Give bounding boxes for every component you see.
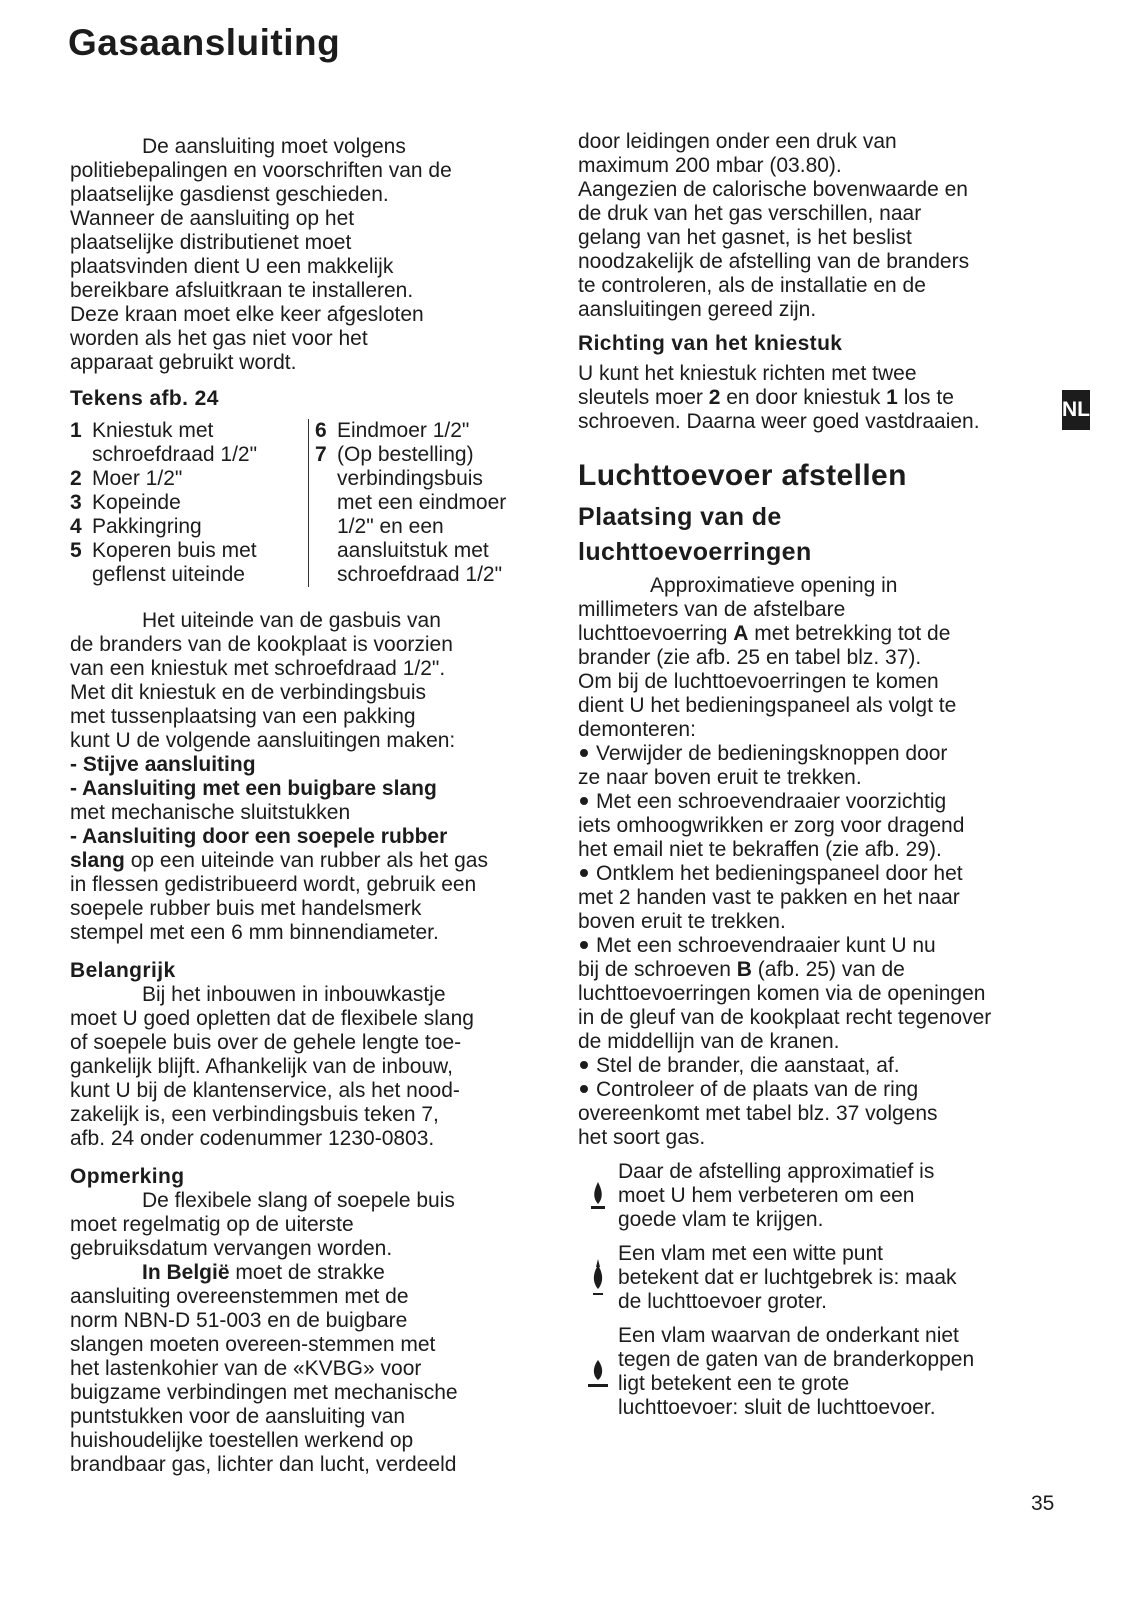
parts-list xyxy=(70,419,540,587)
intro-line: De aansluiting moet volgens xyxy=(142,135,406,158)
flame-correct-icon xyxy=(578,1160,618,1232)
body-line: sleutels moer 2 en door kniestuk 1 los te xyxy=(578,386,954,409)
body-line: De flexibele slang of soepele buis xyxy=(142,1189,455,1212)
page-title: Gasaansluiting xyxy=(68,22,341,63)
body-line: Het uiteinde van de gasbuis van xyxy=(142,609,441,632)
body-line: de druk van het gas verschillen, naar xyxy=(578,202,922,225)
body-line: door leidingen onder een druk van xyxy=(578,130,897,153)
tip-lifted-flame: Een vlam waarvan de onderkant niet tegen de gaten van de branderkoppen ligt betekent een te grote luchttoevoer: sluit de luchttoevoer. xyxy=(578,1324,1048,1420)
body-line: aansluiting overeenstemmen met de xyxy=(70,1285,409,1308)
body-line: of soepele buis over de gehele lengte toe- xyxy=(70,1031,462,1054)
left-column xyxy=(70,135,540,1477)
body-line: gankelijk blijft. Afhankelijk van de inbouw, xyxy=(70,1055,453,1078)
body-line: het soort gas. xyxy=(578,1126,706,1149)
body-line: brander (zie afb. 25 en tabel blz. 37). xyxy=(578,646,922,669)
subsection-title: Plaatsing van de xyxy=(578,503,782,531)
part-item: 7 (Op bestelling) verbindingsbuis met een eindmoer 1/2" en een aansluitstuk met schroefdraad 1/2" xyxy=(315,443,507,586)
body-line: aansluitingen gereed zijn. xyxy=(578,298,817,321)
intro-line: plaatselijke gasdienst geschieden. xyxy=(70,183,389,206)
body-line: moet regelmatig op de uiterste xyxy=(70,1213,354,1236)
tip-white-tip-flame: Een vlam met een witte punt betekent dat er luchtgebrek is: maak de luchttoevoer groter. xyxy=(578,1242,1048,1314)
right-column xyxy=(578,130,1048,1420)
body-line: bij de schroeven B (afb. 25) van de xyxy=(578,958,905,981)
body-line: te controleren, als de installatie en de xyxy=(578,274,926,297)
parts-list-col-b xyxy=(309,419,506,587)
body-line: Approximatieve opening in xyxy=(650,574,898,597)
bullet-icon xyxy=(580,869,588,877)
body-line: dient U het bedieningspaneel als volgt te xyxy=(578,694,957,717)
body-line: iets omhoogwrikken er zorg voor dragend xyxy=(578,814,965,837)
bullet-icon xyxy=(580,1061,588,1069)
body-line: met 2 handen vast te pakken en het naar xyxy=(578,886,960,909)
body-line: Met dit kniestuk en de verbindingsbuis xyxy=(70,681,427,704)
opmerking-heading: Opmerking xyxy=(70,1165,185,1188)
intro-line: plaatselijke distributienet moet xyxy=(70,231,352,254)
body-line: van een kniestuk met schroefdraad 1/2". xyxy=(70,657,446,680)
section-title: Luchttoevoer afstellen xyxy=(578,459,907,492)
part-item: 2 Moer 1/2" xyxy=(70,467,183,490)
intro-line: apparaat gebruikt wordt. xyxy=(70,351,297,374)
flame-lifted-icon xyxy=(578,1324,618,1420)
part-item: 3 Kopeinde xyxy=(70,491,181,514)
body-line: Bij het inbouwen in inbouwkastje xyxy=(142,983,446,1006)
part-item: 6 Eindmoer 1/2" xyxy=(315,419,470,442)
option-flexible-hose-text: met mechanische sluitstukken xyxy=(70,801,351,824)
body-line: zakelijk is, een verbindingsbuis teken 7, xyxy=(70,1103,439,1126)
body-line: kunt U de volgende aansluitingen maken: xyxy=(70,729,456,752)
body-line: kunt U bij de klantenservice, als het nood- xyxy=(70,1079,460,1102)
body-line: in flessen gedistribueerd wordt, gebruik een xyxy=(70,873,477,896)
body-line: soepele rubber buis met handelsmerk xyxy=(70,897,422,920)
part-item: 5 Koperen buis met geflenst uiteinde xyxy=(70,539,257,586)
body-line: afb. 24 onder codenummer 1230-0803. xyxy=(70,1127,435,1150)
parts-list-col-a xyxy=(70,419,309,587)
body-line: millimeters van de afstelbare xyxy=(578,598,846,621)
flame-white-tip-icon xyxy=(578,1242,618,1314)
option-rubber-hose: - Aansluiting door een soepele rubber xyxy=(70,825,448,848)
intro-line: Wanneer de aansluiting op het xyxy=(70,207,355,230)
bullet-item: Met een schroevendraaier kunt U nu xyxy=(578,934,1048,958)
bullet-item: Controleer of de plaats van de ring xyxy=(578,1078,1048,1102)
richting-heading: Richting van het kniestuk xyxy=(578,332,843,355)
body-line: ze naar boven eruit te trekken. xyxy=(578,766,862,789)
belangrijk-heading: Belangrijk xyxy=(70,959,176,982)
body-line: stempel met een 6 mm binnendiameter. xyxy=(70,921,439,944)
language-tab: NL xyxy=(1062,390,1090,430)
body-line: luchttoevoerring A met betrekking tot de xyxy=(578,622,951,645)
bullet-icon xyxy=(580,941,588,949)
body-line: luchttoevoerringen komen via de openingen xyxy=(578,982,986,1005)
body-line: U kunt het kniestuk richten met twee xyxy=(578,362,917,385)
intro-line: worden als het gas niet voor het xyxy=(70,327,368,350)
body-line: de branders van de kookplaat is voorzien xyxy=(70,633,453,656)
body-line: gebruiksdatum vervangen worden. xyxy=(70,1237,393,1260)
intro-line: bereikbare afsluitkraan te installeren. xyxy=(70,279,414,302)
body-line: slangen moeten overeen-stemmen met xyxy=(70,1333,436,1356)
option-rigid: - Stijve aansluiting xyxy=(70,753,256,776)
body-line: puntstukken voor de aansluiting van xyxy=(70,1405,406,1428)
intro-line: Deze kraan moet elke keer afgesloten xyxy=(70,303,424,326)
body-line: in de gleuf van de kookplaat recht tegenover xyxy=(578,1006,992,1029)
part-item: 4 Pakkingring xyxy=(70,515,202,538)
body-line: met tussenplaatsing van een pakking xyxy=(70,705,416,728)
body-line: schroeven. Daarna weer goed vastdraaien. xyxy=(578,410,980,433)
bullet-icon xyxy=(580,797,588,805)
body-line: brandbaar gas, lichter dan lucht, verdeeld xyxy=(70,1453,457,1476)
body-line: demonteren: xyxy=(578,718,696,741)
tekens-heading: Tekens afb. 24 xyxy=(70,387,219,410)
body-line: de middellijn van de kranen. xyxy=(578,1030,840,1053)
body-line: maximum 200 mbar (03.80). xyxy=(578,154,842,177)
option-flexible-hose: - Aansluiting met een buigbare slang xyxy=(70,777,437,800)
bullet-item: Ontklem het bedieningspaneel door het xyxy=(578,862,1048,886)
body-line: huishoudelijke toestellen werkend op xyxy=(70,1429,414,1452)
option-rubber-hose-line: slang op een uiteinde van rubber als het gas xyxy=(70,849,488,872)
tip-correct-flame: Daar de afstelling approximatief is moet U hem verbeteren om een goede vlam te krijgen. xyxy=(578,1160,1048,1232)
body-line: buigzame verbindingen met mechanische xyxy=(70,1381,458,1404)
body-line: het email niet te bekraffen (zie afb. 29). xyxy=(578,838,942,861)
bullet-icon xyxy=(580,1085,588,1093)
part-item: 1 Kniestuk met schroefdraad 1/2" xyxy=(70,419,258,466)
intro-line: plaatsvinden dient U een makkelijk xyxy=(70,255,394,278)
body-line: Aangezien de calorische bovenwaarde en xyxy=(578,178,968,201)
subsection-title: luchttoevoerringen xyxy=(578,538,812,566)
bullet-item: Stel de brander, die aanstaat, af. xyxy=(578,1054,1048,1078)
intro-line: politiebepalingen en voorschriften van de xyxy=(70,159,452,182)
bullet-icon xyxy=(580,749,588,757)
body-line: boven eruit te trekken. xyxy=(578,910,786,933)
body-line: het lastenkohier van de «KVBG» voor xyxy=(70,1357,422,1380)
page-number: 35 xyxy=(1031,1492,1055,1515)
bullet-item: Verwijder de bedieningsknoppen door xyxy=(578,742,1048,766)
belgie-line: In België moet de strakke xyxy=(142,1261,385,1284)
body-line: overeenkomt met tabel blz. 37 volgens xyxy=(578,1102,938,1125)
body-line: noodzakelijk de afstelling van de branders xyxy=(578,250,970,273)
bullet-item: Met een schroevendraaier voorzichtig xyxy=(578,790,1048,814)
body-line: Om bij de luchttoevoerringen te komen xyxy=(578,670,939,693)
body-line: moet U goed opletten dat de flexibele slang xyxy=(70,1007,474,1030)
body-line: gelang van het gasnet, is het beslist xyxy=(578,226,912,249)
body-line: norm NBN-D 51-003 en de buigbare xyxy=(70,1309,408,1332)
